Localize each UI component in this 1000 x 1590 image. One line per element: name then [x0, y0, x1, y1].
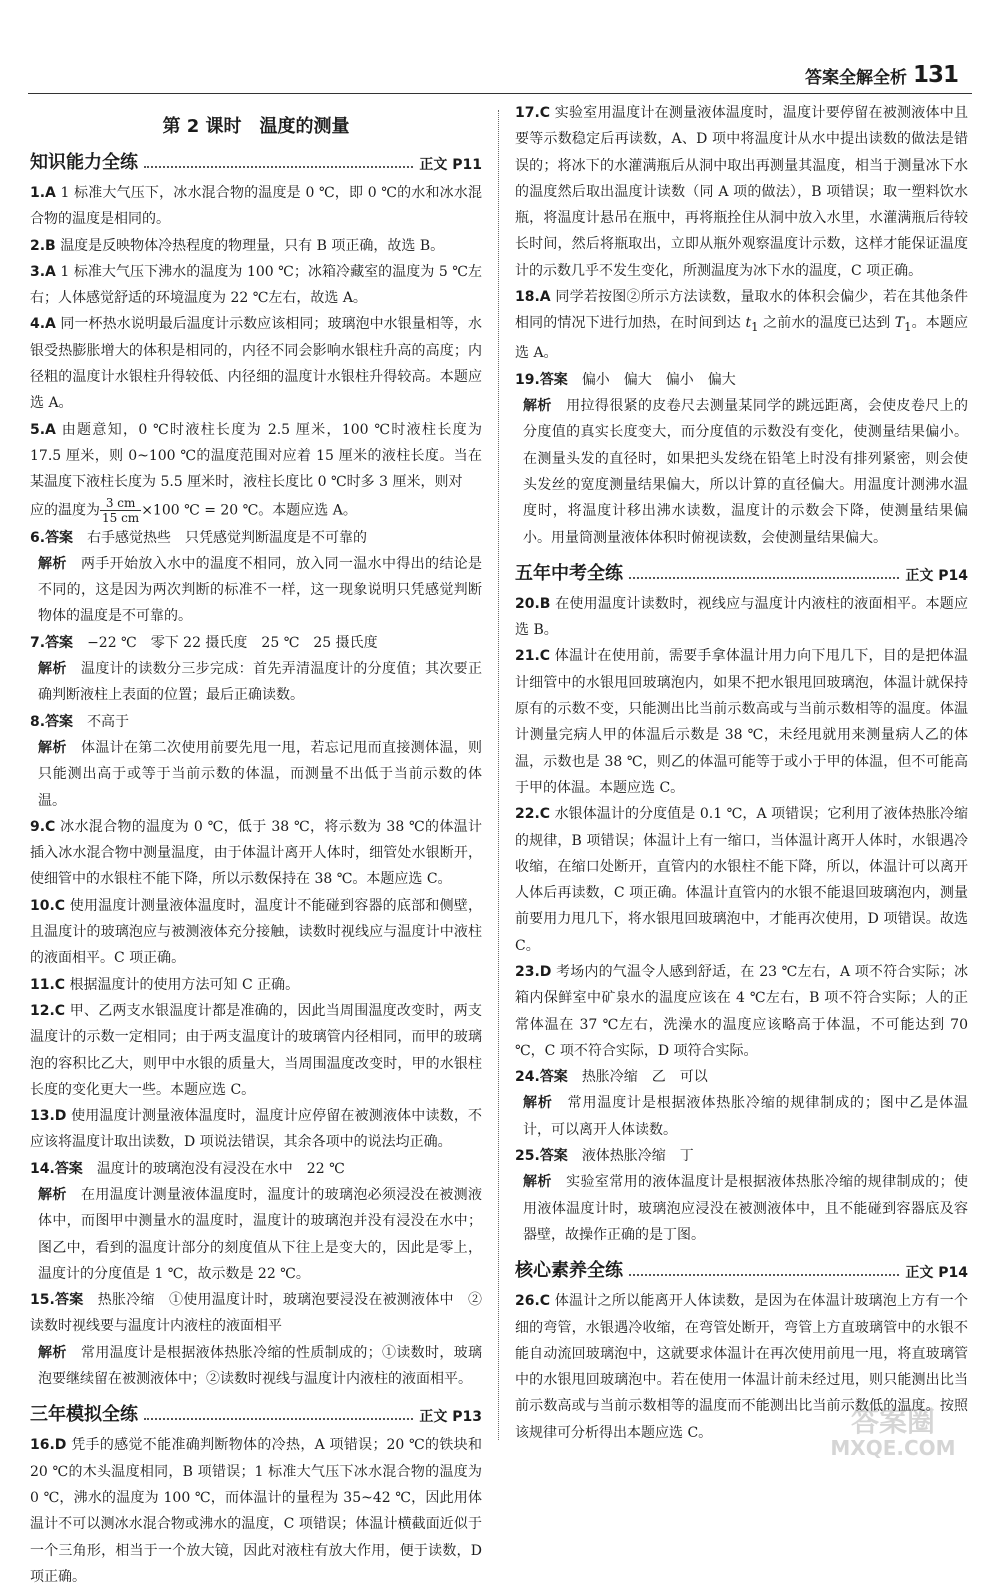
item-number: 11.C	[30, 976, 66, 993]
item-number: 18.A	[515, 289, 551, 306]
temperature-symbol: T	[894, 315, 905, 332]
section-title: 五年中考全练	[515, 562, 623, 584]
leader-dots	[629, 577, 899, 579]
analysis-24	[515, 1090, 968, 1143]
watermark-logo	[818, 1401, 968, 1465]
item-number: 13.D	[30, 1108, 67, 1125]
item-number: 15.	[30, 1292, 55, 1309]
item-text: 使用温度计测量液体温度时，温度计应停留在被测液体中读数，不应该将温度计取出读数，D 项说法错误，其余各项中的说法均正确。	[30, 1108, 483, 1151]
analysis-label: 解析	[523, 1174, 552, 1191]
answer-text: −22 ℃ 零下 22 摄氏度 25 ℃ 25 摄氏度	[87, 634, 378, 651]
item-text: 。本题应选 A。	[515, 315, 969, 362]
section-title: 核心素养全练	[515, 1260, 623, 1282]
item-number: 7.	[30, 634, 46, 651]
item-number: 5.A	[30, 421, 56, 438]
leader-dots	[144, 1418, 413, 1420]
item-text: 考场内的气温令人感到舒适，在 23 ℃左右，A 项不符合实际；冰箱内保鲜室中矿泉水的温度应该在 4 ℃左右，B 项不符合实际；人的正常体温在 37 ℃左右，洗澡水的温度应该略高于体温，不可能达到 70 ℃，C 项不符合实际，D 项符合实际。	[515, 964, 969, 1059]
item-number: 12.C	[30, 1002, 66, 1019]
answer-item-14	[30, 1156, 482, 1182]
header-rule	[28, 93, 972, 94]
column-divider	[498, 110, 499, 1440]
analysis-text: 常用温度计是根据液体热胀冷缩的规律制成的；图中乙是体温计，可以离开人体读数。	[523, 1095, 969, 1138]
lesson-title: 第 2 课时 温度的测量	[162, 116, 350, 137]
running-title: 答案全解全析	[804, 67, 907, 88]
subscript: 1	[751, 320, 759, 335]
item-number: 2.B	[30, 237, 56, 254]
answer-label: 答案	[45, 634, 74, 651]
item-number: 17.C	[515, 105, 551, 121]
analysis-text: 温度计的读数分三步完成：首先弄清温度计的分度值；其次要正确判断液柱上表面的位置；最后正确读数。	[38, 661, 483, 704]
section-title: 知识能力全练	[30, 152, 138, 173]
item-text: 同学若按图②所示方法读数，量取水的体积会偏少，若在其他条件相同的情况下进行加热，在时间到达	[515, 289, 969, 332]
answer-text: 右手感觉热些 只凭感觉判断温度是不可靠的	[87, 529, 368, 546]
section-title: 三年模拟全练	[30, 1404, 138, 1426]
fraction-denominator: 15 cm	[102, 510, 140, 525]
answer-item-17	[515, 100, 968, 284]
answer-text: 热胀冷缩 乙 可以	[581, 1069, 708, 1086]
analysis-7	[30, 656, 482, 709]
running-header	[805, 62, 958, 88]
item-number: 22.C	[515, 806, 551, 823]
answer-label: 答案	[539, 1069, 568, 1086]
answer-item-7	[30, 630, 482, 656]
item-text: 根据温度计的使用方法可知 C 正确。	[69, 976, 300, 993]
answer-item-18	[515, 284, 968, 367]
item-text: 体温计之所以能离开人体读数，是因为在体温计玻璃泡上方有一个细的弯管，水银遇冷收缩，在弯管处断开，弯管上方直玻璃管中的水银不能自动流回玻璃泡中，这就要求体温计在再次使用前甩一甩，将直玻璃管中的水银甩回玻璃泡中。若在使用一体温计前未经过甩，则只能测出比当前示数高或与当前示数相等的温度而不能测出比当前示数低的温度。按照该规律可分析得出本题应选 C。	[515, 1293, 969, 1441]
item-number: 10.C	[30, 897, 66, 914]
answer-text: 不高于	[87, 713, 130, 730]
answer-item-1	[30, 180, 482, 233]
answer-item-21	[515, 643, 968, 801]
answer-item-2	[30, 233, 482, 259]
answer-item-15	[30, 1287, 482, 1340]
svg-text:MXQE.COM: MXQE.COM	[830, 1436, 956, 1460]
answer-item-19	[515, 367, 968, 393]
item-text: 体温计在使用前，需要手拿体温计用力向下甩几下，目的是把体温计细管中的水银甩回玻璃泡内，如果不把水银甩回玻璃泡，体温计就保持原有的示数不变，只能测出比当前示数高或与当前示数相等的温度。体温计测量完病人甲的体温后示数是 38 ℃，未经甩就用来测量病人乙的体温，示数也是 38 ℃，则乙的体温可能等于或小于甲的体温，但不可能高于甲的体温。本题应选 C。	[515, 648, 969, 796]
answer-item-24	[515, 1064, 968, 1090]
answer-item-9	[30, 814, 482, 893]
answer-item-12	[30, 998, 482, 1103]
analysis-14	[30, 1182, 482, 1287]
item-number: 3.A	[30, 263, 56, 280]
answer-item-5	[30, 417, 482, 496]
section-header-knowledge	[30, 148, 482, 174]
item-text: 使用温度计测量液体温度时，温度计不能碰到容器的底部和侧壁，且温度计的玻璃泡应与被测液体充分接触，读数时视线应与温度计中液柱的液面相平。C 项正确。	[30, 897, 483, 967]
analysis-text: 用拉得很紧的皮卷尺去测量某同学的跳远距离，会使皮卷尺上的分度值的真实长度变大，而分度值的示数没有变化，使测量结果偏小。在测量头发的直径时，如果把头发绕在铅笔上时没有排列紧密，则会使头发丝的宽度测量结果偏大，所以计算的直径偏大。用温度计测沸水温度时，将温度计移出沸水读数，温度计的示数会下降，使测量结果偏小。用量筒测量液体体积时俯视读数，会使测量结果偏大。	[523, 398, 969, 546]
section-header-core-literacy	[515, 1256, 968, 1282]
section-page-ref: 正文 P11	[419, 157, 482, 173]
item-text: 之前水的温度已达到	[758, 315, 895, 332]
formula-suffix: ×100 ℃ = 20 ℃。本题应选 A。	[141, 502, 357, 519]
analysis-text: 体温计在第二次使用前要先甩一甩，若忘记甩而直接测体温，则只能测出高于或等于当前示数的体温，而测量不出低于当前示数的体温。	[38, 739, 483, 809]
analysis-label: 解析	[38, 661, 67, 678]
answer-label: 答案	[54, 1292, 84, 1309]
leader-dots	[144, 166, 413, 168]
answer-label: 答案	[54, 1160, 83, 1177]
section-page-ref: 正文 P14	[905, 567, 968, 584]
answer-item-8	[30, 709, 482, 735]
item-number: 20.B	[515, 595, 551, 612]
section-page-ref: 正文 P13	[419, 1409, 482, 1426]
answer-item-16	[30, 1432, 482, 1590]
analysis-15	[30, 1340, 482, 1393]
answer-item-25	[515, 1143, 968, 1169]
item-text: 实验室用温度计在测量液体温度时，温度计要停留在被测液体中且要等示数稳定后再读数，A、D 项中将温度计从水中提出读数的做法是错误的；将冰下的水灌满瓶后从洞中取出再测量其温度，相当于测量冰下水的温度然后取出温度计读数（同 A 项的做法），B 项错误；取一塑料饮水瓶，将温度计悬吊在瓶中，再将瓶拴住从洞中放入水里，水灌满瓶后待较长时间，然后将瓶取出，立即从瓶外观察温度计示数，这样才能保证温度计的示数几乎不发生变化，所测温度为冰下水的温度，C 项正确。	[515, 105, 969, 279]
answer-text: 偏小 偏大 偏小 偏大	[581, 371, 736, 388]
right-column	[515, 100, 968, 1446]
item-text: 1 标准大气压下沸水的温度为 100 ℃；冰箱冷藏室的温度为 5 ℃左右；人体感觉舒适的环境温度为 22 ℃左右，故选 A。	[30, 263, 483, 307]
svg-text:答案圈: 答案圈	[850, 1405, 936, 1438]
answer-text: 液体热胀冷缩 丁	[581, 1148, 694, 1165]
item-text: 温度是反映物体冷热程度的物理量，只有 B 项正确，故选 B。	[60, 237, 445, 254]
item-text: 1 标准大气压下，冰水混合物的温度是 0 ℃，即 0 ℃的水和冰水混合物的温度是相同的。	[30, 185, 482, 228]
item-number: 23.D	[515, 964, 552, 980]
item-text: 凭手的感觉不能准确判断物体的冷热，A 项错误；20 ℃的铁块和 20 ℃的木头温度相同，B 项错误；1 标准大气压下冰水混合物的温度为 0 ℃，沸水的温度为 100 ℃，而体温计的量程为 35~42 ℃，因此用体温计不可以测冰水混合物或沸水的温度，C 项错误；体温计横截面近似于一个三角形，相当于一个放大镜，因此对液柱有放大作用，便于读数，D 项正确。	[30, 1437, 482, 1585]
item-number: 25.	[515, 1148, 540, 1165]
left-column	[30, 100, 482, 1590]
item-number: 14.	[30, 1160, 55, 1177]
watermark-icon	[818, 1401, 968, 1461]
fraction-numerator: 3 cm	[100, 496, 141, 511]
section-page-ref: 正文 P14	[905, 1265, 968, 1282]
analysis-6	[30, 551, 482, 630]
item-number: 4.A	[30, 316, 56, 333]
item-number: 6.	[30, 529, 46, 546]
leader-dots	[629, 1274, 899, 1276]
item-text: 同一杯热水说明最后温度计示数应该相同；玻璃泡中水银量相等，水银受热膨胀增大的体积是相同的，内径不同会影响水银柱升高的高度；内径粗的温度计水银柱升得较低、内径细的温度计水银柱升得较高。本题应选 A。	[30, 316, 483, 412]
time-symbol: t	[745, 315, 752, 332]
answer-item-22	[515, 801, 968, 959]
item-text: 甲、乙两支水银温度计都是准确的，因此当周围温度改变时，两支温度计的示数一定相同；由于两支温度计的玻璃管内径相同，而甲的玻璃泡的容积比乙大，则甲中水银的质量大，当周围温度改变时，甲的水银柱长度的变化更大一些。本题应选 C。	[30, 1002, 483, 1098]
answer-item-13	[30, 1103, 482, 1156]
item-number: 26.C	[515, 1293, 551, 1310]
item-number: 24.	[515, 1069, 540, 1086]
answer-item-10	[30, 893, 482, 972]
item-text: 由题意知，0 ℃时液柱长度为 2.5 厘米，100 ℃时液柱长度为 17.5 厘米，则 0~100 ℃的温度范围对应着 15 厘米的液柱长度。当在某温度下液柱长度为 5.5 厘米时，液柱长度比 0 ℃时多 3 厘米，则对	[30, 421, 483, 491]
item-number: 16.D	[30, 1437, 67, 1454]
formula-prefix: 应的温度为	[30, 502, 100, 519]
subscript: 1	[904, 320, 912, 335]
analysis-label: 解析	[523, 398, 552, 415]
answer-item-4	[30, 311, 482, 416]
item-number: 21.C	[515, 648, 551, 665]
analysis-text: 实验室常用的液体温度计是根据液体热胀冷缩的规律制成的；使用液体温度计时，玻璃泡应浸没在被测液体中，且不能碰到容器底及容器壁，故操作正确的是丁图。	[523, 1174, 969, 1243]
answer-item-11	[30, 972, 482, 998]
formula-line	[30, 496, 482, 525]
fraction	[100, 496, 141, 525]
answer-label: 答案	[539, 1148, 568, 1165]
answer-text: 热胀冷缩 ①使用温度计时，玻璃泡要浸没在被测液体中 ②读数时视线要与温度计内液柱的液面相平	[30, 1292, 483, 1335]
analysis-19	[515, 393, 968, 551]
page-number: 131	[912, 62, 958, 88]
item-number: 8.	[30, 713, 46, 730]
analysis-25	[515, 1169, 968, 1248]
answer-item-6	[30, 525, 482, 551]
answer-label: 答案	[45, 529, 74, 546]
item-text: 冰水混合物的温度为 0 ℃，低于 38 ℃，将示数为 38 ℃的体温计插入冰水混合物中测量温度，由于体温计离开人体时，细管处水银断开，使细管中的水银柱不能下降，所以示数保持在 38 ℃。本题应选 C。	[30, 818, 482, 888]
analysis-label: 解析	[38, 555, 67, 572]
section-header-three-year	[30, 1400, 482, 1426]
analysis-label: 解析	[38, 739, 67, 756]
answer-item-23	[515, 959, 968, 1064]
analysis-label: 解析	[38, 1344, 67, 1361]
item-number: 19.	[515, 371, 540, 388]
analysis-8	[30, 735, 482, 814]
item-number: 1.A	[30, 185, 56, 201]
item-number: 9.C	[30, 818, 56, 835]
item-text: 水银体温计的分度值是 0.1 ℃，A 项错误；它利用了液体热胀冷缩的规律，B 项错误；体温计上有一缩口，当体温计离开人体时，水银遇冷收缩，在缩口处断开，直管内的水银柱不能下降，所以，体温计可以离开人体后再读数，C 项正确。体温计直管内的水银不能退回玻璃泡内，测量前要用力甩几下，将水银甩回玻璃泡中，才能再次使用，D 项错误。故选 C。	[515, 806, 969, 954]
answer-text: 温度计的玻璃泡没有浸没在水中 22 ℃	[96, 1160, 345, 1177]
answer-label: 答案	[539, 371, 568, 388]
analysis-label: 解析	[38, 1186, 67, 1203]
answer-label: 答案	[45, 713, 74, 730]
analysis-label: 解析	[523, 1095, 553, 1112]
analysis-text: 常用温度计是根据液体热胀冷缩的性质制成的；①读数时，玻璃泡要继续留在被测液体中；②读数时视线与温度计内液柱的液面相平。	[38, 1344, 483, 1388]
section-header-five-year	[515, 559, 968, 585]
analysis-text: 两手开始放入水中的温度不相同，放入同一温水中得出的结论是不同的，这是因为两次判断的标准不一样，这一现象说明只凭感觉判断物体的温度是不可靠的。	[38, 555, 483, 625]
answer-item-3	[30, 259, 482, 312]
item-text: 在使用温度计读数时，视线应与温度计内液柱的液面相平。本题应选 B。	[515, 595, 969, 639]
answer-item-20	[515, 591, 968, 644]
analysis-text: 在用温度计测量液体温度时，温度计的玻璃泡必须浸没在被测液体中，而图甲中测量水的温度时，温度计的玻璃泡并没有浸没在水中；图乙中，看到的温度计部分的刻度值从下往上是变大的，因此是零上，温度计的分度值是 1 ℃，故示数是 22 ℃。	[38, 1186, 483, 1282]
